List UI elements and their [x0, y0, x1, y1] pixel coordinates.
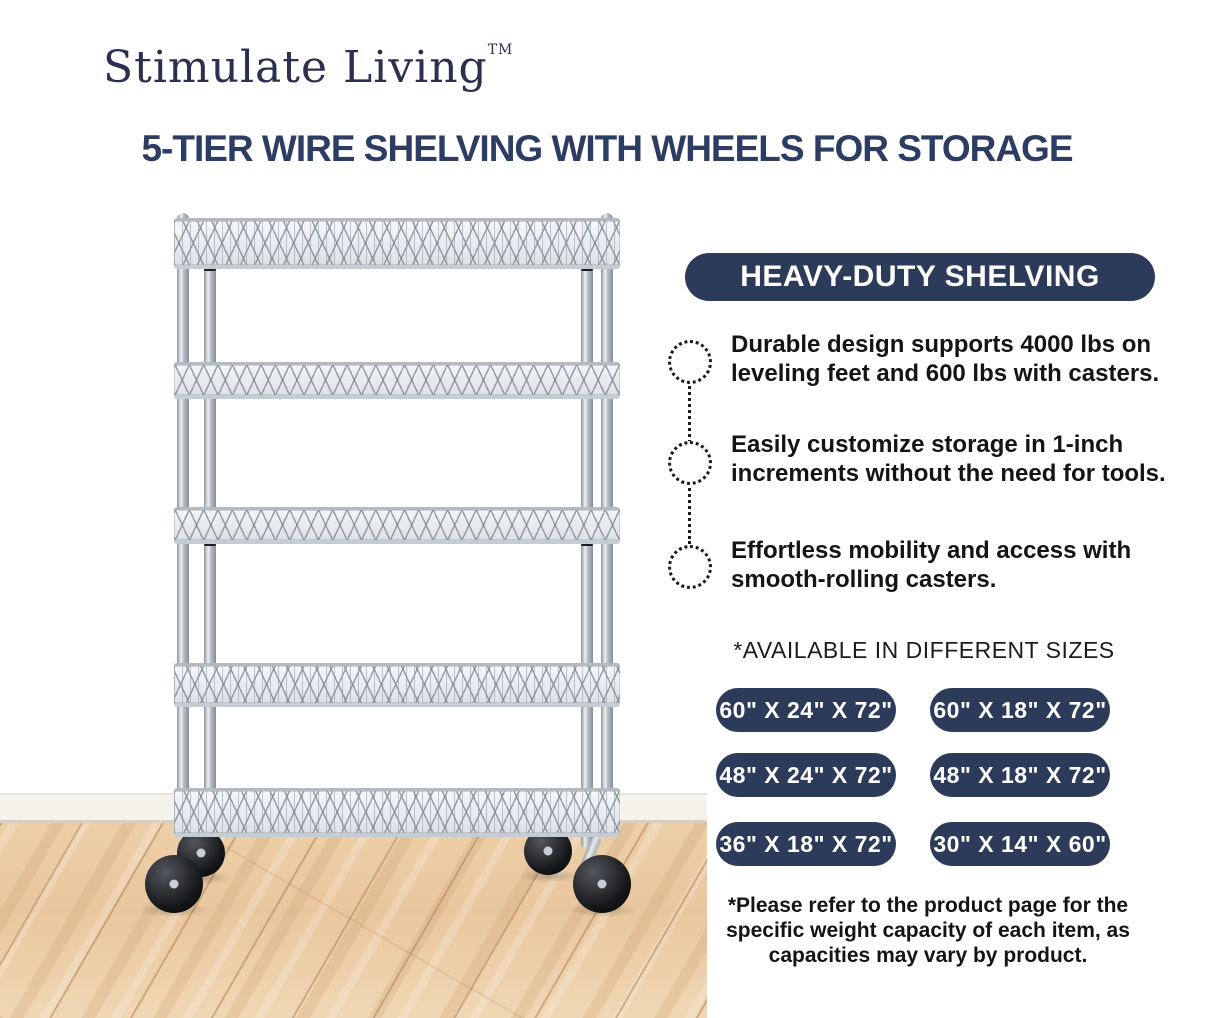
feature-item-mobility — [668, 536, 1138, 606]
wheel-hub — [544, 847, 553, 856]
brand-name: Stimulate Living — [103, 42, 488, 93]
dotted-circle-icon — [668, 545, 712, 589]
caster-wheel-front-left — [145, 855, 203, 913]
wire-shelf-5 — [174, 788, 620, 837]
wheel-hub — [197, 849, 206, 858]
size-pill-48x18x72: 48" X 18" X 72" — [930, 753, 1110, 797]
dotted-circle-icon — [668, 340, 712, 384]
shelf-post-front-left — [204, 255, 216, 847]
feature-text: Durable design supports 4000 lbs on leveling feet and 600 lbs with casters. — [731, 331, 1160, 388]
page-title: 5-TIER WIRE SHELVING WITH WHEELS FOR STORAGE — [141, 128, 1073, 169]
size-pill-60x18x72: 60" X 18" X 72" — [930, 688, 1110, 732]
size-pill-30x14x60: 30" X 14" X 60" — [930, 822, 1110, 866]
trademark-symbol: TM — [487, 42, 514, 58]
brand-logo — [103, 42, 513, 93]
shelf-post-front-right — [581, 255, 593, 847]
feature-item-durable — [668, 330, 1160, 400]
wheel-hub — [170, 880, 179, 889]
feature-text: Easily customize storage in 1-inch increments without the need for tools. — [731, 431, 1166, 488]
size-pill-36x18x72: 36" X 18" X 72" — [716, 822, 896, 866]
wire-shelf-3 — [174, 507, 620, 544]
footnote: *Please refer to the product page for the specific weight capacity of each item, as capacities may vary by product. — [726, 894, 1130, 968]
wire-shelf-4 — [174, 663, 620, 707]
feature-item-customize — [668, 430, 1166, 500]
sizes-heading: *AVAILABLE IN DIFFERENT SIZES — [733, 637, 1115, 663]
size-pill-48x24x72: 48" X 24" X 72" — [716, 753, 896, 797]
wood-floor — [0, 823, 707, 1018]
heavy-duty-badge: HEAVY-DUTY SHELVING — [685, 253, 1155, 301]
caster-wheel-front-right — [573, 855, 631, 913]
wire-shelf-1 — [174, 218, 620, 269]
product-photo — [0, 195, 707, 1018]
wheel-hub — [598, 880, 607, 889]
dotted-circle-icon — [668, 441, 712, 485]
wire-shelf-2 — [174, 362, 620, 399]
size-pill-60x24x72: 60" X 24" X 72" — [716, 688, 896, 732]
feature-text: Effortless mobility and access with smooth-rolling casters. — [731, 537, 1132, 594]
